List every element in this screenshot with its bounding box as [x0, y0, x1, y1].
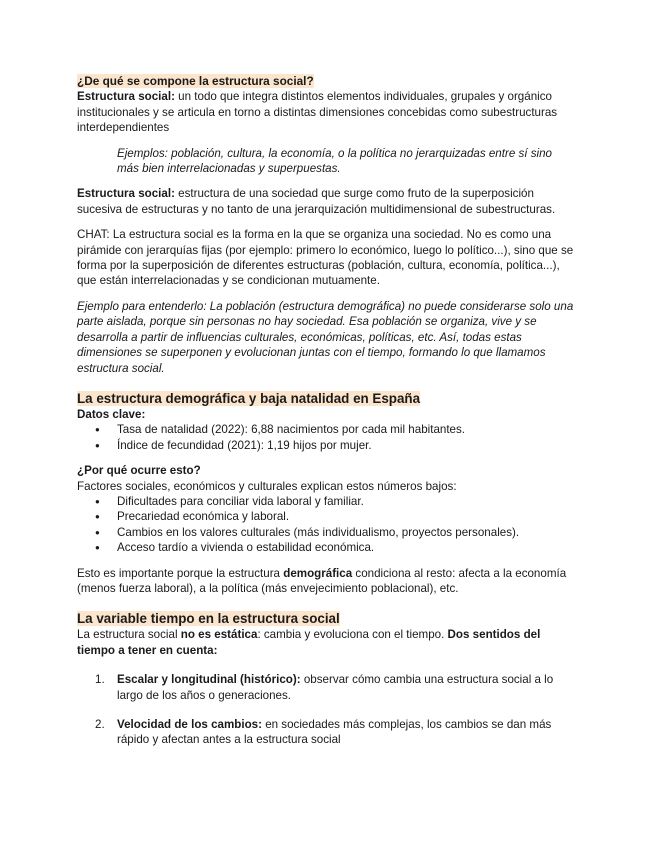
- list-item: ● Tasa de natalidad (2022): 6,88 nacimientos por cada mil habitantes.: [117, 422, 577, 437]
- importance-paragraph: Esto es importante porque la estructura demográfica condiciona al resto: afecta a la economía (menos fuerza laboral), a la política (más envejecimiento poblacional), etc.: [77, 566, 567, 595]
- time-list: [77, 672, 577, 748]
- factors-list: [77, 494, 577, 556]
- section3-heading: La variable tiempo en la estructura social: [77, 611, 340, 627]
- list-item: ● Precariedad económica y laboral.: [117, 509, 577, 524]
- document-page: [77, 74, 577, 748]
- list-item: ● Índice de fecundidad (2021): 1,19 hijos por mujer.: [117, 438, 577, 453]
- chat-paragraph: CHAT: La estructura social es la forma en la que se organiza una sociedad. No es como una pirámide con jerarquías fijas (por ejemplo: primero lo económico, luego lo político...), sino que se forma por la superposición de diferentes estructuras (población, cultura, economía, política...), que están interrelacionadas y se condicionan mutuamente.: [77, 228, 574, 288]
- definition-2: Estructura social: estructura de una sociedad que surge como fruto de la superposición sucesiva de estructuras y no tanto de una jerarquización multidimensional de subestructuras.: [77, 187, 556, 216]
- datos-list: [77, 422, 577, 453]
- list-item: 2. Velocidad de los cambios: en sociedades más complejas, los cambios se dan más rápido y afectan antes a la estructura social: [95, 718, 552, 747]
- list-item: ● Cambios en los valores culturales (más individualismo, proyectos personales).: [117, 525, 577, 540]
- section1-heading: ¿De qué se compone la estructura social?: [77, 74, 314, 88]
- list-item: ● Dificultades para conciliar vida laboral y familiar.: [117, 494, 577, 509]
- time-intro: La estructura social no es estática: cambia y evoluciona con el tiempo. Dos sentidos del tiempo a tener en cuenta:: [77, 628, 541, 657]
- example-paragraph: Ejemplo para entenderlo: La población (estructura demográfica) no puede considerarse solo una parte aislada, porque sin personas no hay sociedad. Esa población se organiza, vive y se desarrolla a partir de influencias culturales, económicas, políticas, etc. Así, todas estas dimensiones se superponen y evolucionan juntas con el tiempo, formando lo que llamamos estructura social.: [77, 299, 574, 375]
- datos-label: Datos clave:: [77, 407, 146, 421]
- list-item: ● Acceso tardío a vivienda o estabilidad económica.: [117, 540, 577, 555]
- section2-heading: La estructura demográfica y baja natalidad en España: [77, 390, 421, 406]
- examples-paragraph: Ejemplos: población, cultura, la economía, o la política no jerarquizadas entre sí sino más bien interrelacionadas y superpuestas.: [117, 146, 553, 176]
- list-item: 1. Escalar y longitudinal (histórico): observar cómo cambia una estructura social a lo largo de los años o generaciones.: [95, 673, 554, 702]
- why-heading: ¿Por qué ocurre esto?: [77, 464, 201, 478]
- why-intro: Factores sociales, económicos y culturales explican estos números bajos:: [77, 479, 457, 493]
- definition-1: Estructura social: un todo que integra distintos elementos individuales, grupales y orgánico institucionales y se articula en torno a distintas dimensiones concebidas como subestructuras interdependientes: [77, 90, 558, 135]
